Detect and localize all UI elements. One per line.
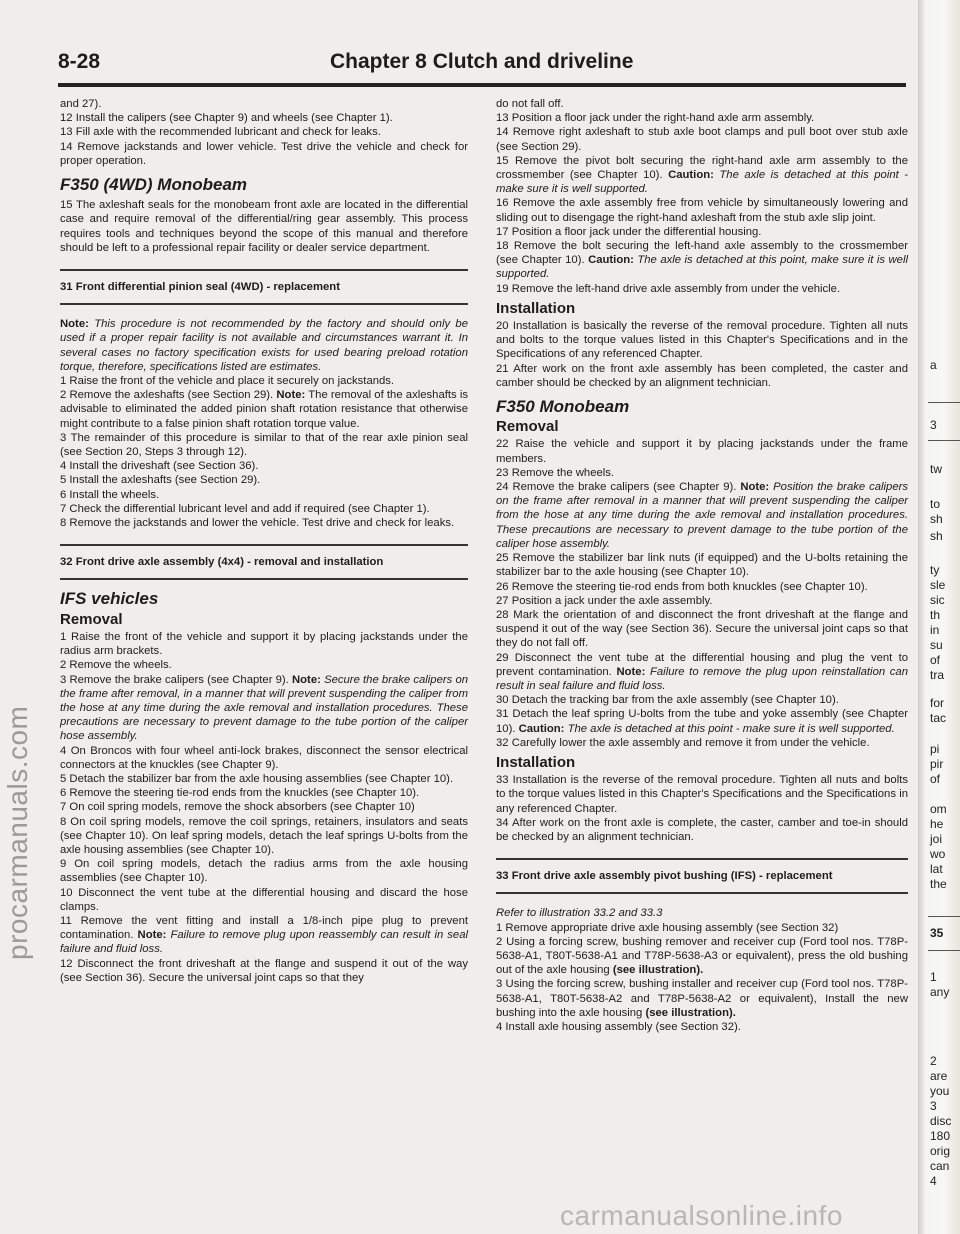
step-text: 2 Remove the axleshafts (see Section 29). [60,389,274,402]
step-text: 31 Detach the leaf spring U-bolts from the tube and yoke assembly (see Chapter 10). [496,708,908,735]
adjacent-text-fragment: for [930,696,945,710]
adjacent-text-fragment: joi [930,832,943,846]
heading-removal: Removal [60,610,123,628]
step: 7 On coil spring models, remove the shock absorbers (see Chapter 10) [60,801,415,814]
adjacent-rule [928,916,960,917]
note-text: Secure the brake calipers on the frame after removal, in a manner that will prevent suspending the caliper from the hose at any time during the axle removal and installation procedures. These precautions are necessary to prevent damage to the tube portion of the caliper hose assembly. [60,673,469,743]
step: 5 Install the axleshafts (see Section 29). [60,474,261,487]
illustration-reference: Refer to illustration 33.2 and 33.3 [496,907,663,920]
adjacent-text-fragment: sh [930,512,943,526]
note-paragraph [60,317,468,374]
step: 7 Check the differential lubricant level and add if required (see Chapter 1). [60,502,430,515]
caution-text: The axle is detached at this point - make sure it is well supported. [567,722,895,735]
note-label: Note: [276,389,306,402]
step: 13 Position a floor jack under the right-hand axle arm assembly. [496,112,815,125]
step: 19 Remove the left-hand drive axle assembly from under the vehicle. [496,282,841,295]
step: 21 After work on the front axle assembly has been completed, the caster and camber should be checked by an alignment technician. [496,362,908,389]
bottom-watermark: carmanualsonline.info [560,1200,843,1231]
step: 17 Position a floor jack under the differential housing. [496,225,762,238]
step: 23 Remove the wheels. [496,466,615,479]
page-number: 8-28 [58,50,101,73]
step: 27 Position a jack under the axle assembly. [496,594,713,607]
adjacent-text-fragment: sle [930,578,946,592]
step: 6 Remove the steering tie-rod ends from the knuckles (see Chapter 10). [60,787,420,800]
paragraph: and 27). [60,98,102,110]
adjacent-text-fragment: of [930,772,941,786]
adjacent-text-fragment: ty [930,563,940,577]
step: 14 Remove right axleshaft to stub axle boot clamps and pull boot over stub axle (see Section 29). [496,126,908,153]
step [60,388,468,431]
step: 4 Install axle housing assembly (see Section 32). [496,1020,741,1033]
right-column [496,97,908,1034]
step: 1 Raise the front of the vehicle and place it securely on jackstands. [60,375,395,388]
adjacent-text-fragment: you [930,1084,950,1098]
adjacent-text-fragment: om [930,802,947,816]
step [496,977,908,1020]
step: 2 Remove the wheels. [60,659,172,672]
adjacent-text-fragment: the [930,877,947,891]
section-33-title: 33 Front drive axle assembly pivot bushing (IFS) - replacement [496,858,908,894]
heading-f350-4wd-monobeam: F350 (4WD) Monobeam [60,175,248,195]
heading-ifs-vehicles: IFS vehicles [60,589,159,609]
header-rule [58,83,906,87]
step [496,154,908,197]
step [496,935,908,978]
step [496,651,908,694]
caution-label: Caution: [588,254,634,267]
adjacent-text-fragment: in [930,623,940,637]
section-32-title: 32 Front drive axle assembly (4x4) - removal and installation [60,544,468,580]
page-header [58,50,908,84]
step: 28 Mark the orientation of and disconnect the front driveshaft at the flange and suspend it out of the way (see Section 36). Secure the universal joint caps so that they do not fall off. [496,608,908,650]
adjacent-text-fragment: a [930,358,937,372]
step: 4 Install the driveshaft (see Section 36). [60,460,259,473]
step: 9 On coil spring models, detach the radius arms from the axle housing assemblies (see Chapter 10). [60,858,468,885]
step: 4 On Broncos with four wheel anti-lock brakes, disconnect the sensor electrical connectors at the knuckles (see Chapter 9). [60,744,468,771]
step: 25 Remove the stabilizer bar link nuts (if equipped) and the U-bolts retaining the stabilizer bar to the axle housing (see Chapter 10). [496,552,908,579]
adjacent-text-fragment: wo [930,847,946,861]
note-label: Note: [292,673,321,686]
step: 20 Installation is basically the reverse of the removal procedure. Tighten all nuts and bolts to the torque values listed in this Chapter's Specifications and in the Specifications of any referenced Chapter. [496,320,908,361]
note-text: Position the brake calipers on the frame after removal in a manner that will prevent suspending the caliper from the hose at any time during the axle removal and installation procedures. These precautions are necessary to prevent damage to the tube portion of the caliper hose assembly. [496,481,909,550]
paragraph: do not fall off. [496,98,564,110]
paragraph: 15 The axleshaft seals for the monobeam front axle are located in the differential case and require removal of the differential/ring gear assembly. This process requires tools and techniques beyond the scope of this manual and therefore should be left to a professional repair facility or dealer service department. [60,199,468,254]
note-label: Note: [616,665,646,678]
step: 33 Installation is the reverse of the removal procedure. Tighten all nuts and bolts to the torque values listed in this Chapter's Specifications and the Specifications in any referenced Chapter. [496,774,908,815]
paragraph: 12 Install the calipers (see Chapter 9) and wheels (see Chapter 1). [60,112,393,125]
step [496,707,908,735]
step: 3 The remainder of this procedure is similar to that of the rear axle pinion seal (see Section 20, Steps 3 through 12). [60,431,468,459]
step-text: The removal of the axleshafts is advisable to eliminated the added pinion shaft rotation resistance that otherwise might contribute to a false pinion shaft rotation torque value. [60,389,469,430]
adjacent-text-fragment: 1 [930,970,937,984]
adjacent-text-fragment: th [930,608,941,622]
section-31-title: 31 Front differential pinion seal (4WD) - replacement [60,269,468,305]
step [496,480,908,551]
adjacent-text-fragment: he [930,817,944,831]
step: 5 Detach the stabilizer bar from the axle housing assemblies (see Chapter 10). [60,772,454,785]
adjacent-text-fragment: disc [930,1114,952,1128]
step: 1 Raise the front of the vehicle and support it by placing jackstands under the radius arm brackets. [60,630,468,658]
step-text: 11 Remove the vent fitting and install a 1/8-inch pipe plug to prevent contamination. [60,914,468,942]
step-text: 18 Remove the bolt securing the left-hand axle assembly to the crossmember (see Chapter 10). [496,240,908,267]
adjacent-text-fragment: orig [930,1144,951,1158]
paragraph: 14 Remove jackstands and lower vehicle. Test drive the vehicle and check for proper operation. [60,140,468,167]
step: 30 Detach the tracking bar from the axle assembly (see Chapter 10). [496,694,839,707]
step-text: 3 Using the forcing screw, bushing installer and receiver cup (Ford tool nos. T78P-5638-A1, T80T-5638-A2 and T78P-5638-A2 or equivalent), Install the new bushing into the axle housing [496,978,908,1019]
adjacent-text-fragment: lat [930,862,943,876]
step: 26 Remove the steering tie-rod ends from both knuckles (see Chapter 10). [496,580,868,593]
step [60,673,468,744]
step [496,239,908,282]
adjacent-text-fragment: of [930,653,941,667]
adjacent-text-fragment: to [930,497,941,511]
adjacent-text-fragment: 2 [930,1054,937,1068]
heading-f350-monobeam: F350 Monobeam [496,397,630,417]
note-text: Failure to remove plug upon reassembly can result in seal failure and fluid loss. [60,929,469,956]
step: 8 Remove the jackstands and lower the vehicle. Test drive and check for leaks. [60,517,455,530]
note-label: Note: [740,481,770,494]
step-text: 15 Remove the pivot bolt securing the right-hand axle arm assembly to the crossmember (see Chapter 10). [496,154,908,182]
adjacent-page-strip [918,0,960,1234]
caution-text: The axle is detached at this point - make sure it is well supported. [496,169,909,196]
adjacent-text-fragment: can [930,1159,950,1173]
note-label: Note: [60,318,89,331]
step: 8 On coil spring models, remove the coil springs, retainers, insulators and seats (see Chapter 10). On leaf spring models, detach the leaf springs U-bolts from the axle housing assemblies (see Chapter 10). [60,815,468,856]
step-text: 3 Remove the brake calipers (see Chapter 9). [60,673,289,686]
adjacent-text-fragment: tac [930,711,947,725]
step-text: 29 Disconnect the vent tube at the differential housing and plug the vent to prevent contamination. [496,651,908,678]
caution-text: The axle is detached at this point, make sure it is well supported. [496,254,908,281]
adjacent-text-fragment: pi [930,742,940,756]
step: 12 Disconnect the front driveshaft at the flange and suspend it out of the way (see Section 36). Secure the universal joint caps so that they [60,957,468,984]
adjacent-text-fragment: 180 [930,1129,951,1143]
illustration-link[interactable]: (see illustration). [612,964,704,977]
paragraph: 13 Fill axle with the recommended lubricant and check for leaks. [60,126,381,139]
adjacent-text-fragment: any [930,985,950,999]
adjacent-rule [928,402,960,403]
heading-installation: Installation [496,299,576,317]
caution-label: Caution: [668,169,714,182]
adjacent-text-fragment: su [930,638,943,652]
adjacent-text-fragment: tw [930,462,942,476]
step: 10 Disconnect the vent tube at the differential housing and discard the hose clamps. [60,886,468,913]
adjacent-text-fragment: tra [930,668,945,682]
adjacent-text-fragment: are [930,1069,948,1083]
adjacent-text-fragment: sh [930,529,943,543]
step [60,914,468,957]
heading-installation: Installation [496,753,576,771]
step: 16 Remove the axle assembly free from vehicle by simultaneously lowering and sliding out to disengage the right-hand axleshaft from the stub axle slip joint. [496,197,908,224]
side-watermark: procarmanuals.com [2,705,33,960]
step: 34 After work on the front axle is complete, the caster, camber and toe-in should be checked by an alignment technician. [496,816,908,843]
step-text: 2 Using a forcing screw, bushing remover and receiver cup (Ford tool nos. T78P-5638-A1, T80T-5638-A1 and T78P-5638-A3 or equivalent), press the old bushing out of the axle housing [496,935,908,977]
adjacent-text-fragment: 3 [930,1099,937,1113]
step: 6 Install the wheels. [60,488,160,501]
note-text: This procedure is not recommended by the factory and should only be used if a proper repair facility is not available and circumstances warrant it. In several cases no factory specification exists for used bearing preload rotation torque, therefore, specifications listed are estimates. [60,318,468,373]
step: 1 Remove appropriate drive axle housing assembly (see Section 32) [496,921,839,934]
left-column [60,97,468,985]
step: 22 Raise the vehicle and support it by placing jackstands under the frame members. [496,438,908,465]
adjacent-text-fragment: 4 [930,1174,937,1188]
chapter-title: Chapter 8 Clutch and driveline [330,50,634,73]
adjacent-rule [928,950,960,951]
caution-label: Caution: [518,722,565,735]
adjacent-text-fragment: sic [930,593,945,607]
step-text: 24 Remove the brake calipers (see Chapter 9). [496,481,737,494]
adjacent-text-fragment: pir [930,757,944,771]
note-label: Note: [137,929,167,942]
heading-removal: Removal [496,418,559,436]
illustration-link[interactable]: (see illustration). [645,1006,736,1019]
adjacent-text-fragment: 35 [930,926,944,940]
note-text: Failure to remove the plug upon reinstallation can result in seal failure and fluid loss. [496,665,908,692]
step: 32 Carefully lower the axle assembly and remove it from under the vehicle. [496,736,870,749]
adjacent-text-fragment: 3 [930,418,937,432]
adjacent-rule [928,440,960,441]
